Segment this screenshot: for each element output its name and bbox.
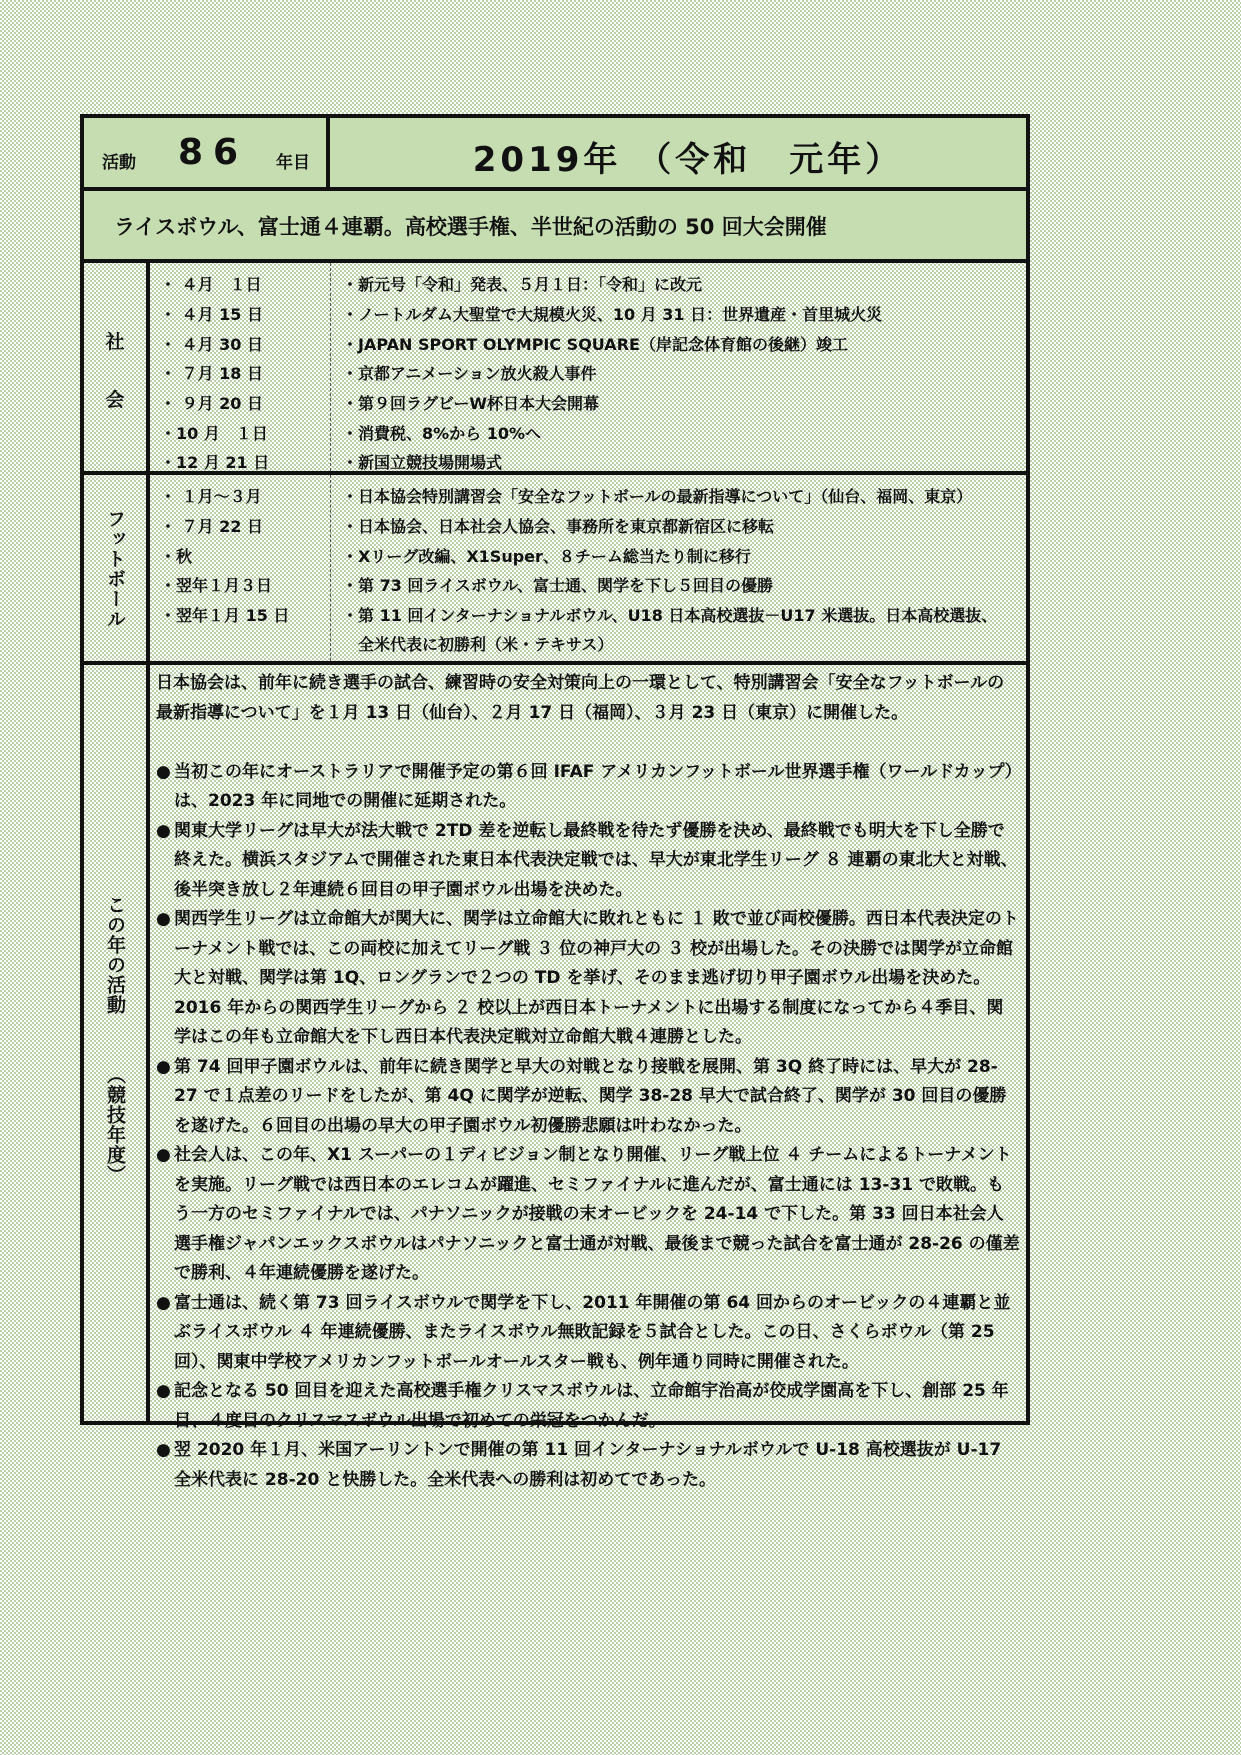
bullet-item	[156, 758, 1020, 817]
society-label-char: 会	[105, 389, 125, 411]
event-date: ・ ７月 22 日	[160, 517, 263, 536]
bullet-icon: ●	[156, 1292, 171, 1313]
bullet-item	[156, 905, 1020, 1053]
bullet-icon: ●	[156, 1056, 171, 1077]
bullet-text: 富士通は、続く第 73 回ライスボウルで関学を下し、2011 年開催の第 64 回からのオービックの４連覇と並ぶライスボウル ４ 年連続優勝、またライスボウル無敗記録を５試合とした。この日、さくらボウル（第 25 回）、関東中学校アメリカンフットボールオールスター戦も、例年通り同時に開催された。	[174, 1292, 1011, 1372]
bullet-item	[156, 1377, 1020, 1436]
event-text-continued: 全米代表に初勝利（米・テキサス）	[358, 635, 614, 654]
event-date: ・ ４月 １日	[160, 275, 262, 294]
activity-section	[84, 665, 1026, 1490]
activity-body	[156, 669, 1020, 1495]
year-title-cell	[330, 118, 1026, 187]
bullet-icon: ●	[156, 909, 171, 929]
event-date: ・ ７月 18 日	[160, 364, 263, 383]
football-section	[84, 475, 1026, 665]
subtitle-row	[84, 191, 1026, 263]
event-date: ・翌年１月 15 日	[160, 606, 290, 625]
bullet-text: 第 74 回甲子園ボウルは、前年に続き関学と早大の対戦となり接戦を展開、第 3Q 終了時には、早大が 28-27 で１点差のリードをしたが、第 4Q に関学が逆転、関学 38-28 早大で試合終了、関学が 30 回目の優勝を遂げた。６回目の出場の早大の甲子園ボウル初優勝悲願は叶わなかった。	[174, 1056, 1007, 1136]
event-date: ・ ９月 20 日	[160, 394, 263, 413]
event-text: ・Xリーグ改編、X1Super、８チーム総当たり制に移行	[342, 547, 751, 566]
years-suffix: 年目	[276, 153, 310, 173]
event-date: ・秋	[160, 547, 193, 566]
activity-years-number: 86	[178, 132, 249, 173]
event-date: ・ １月～３月	[160, 487, 262, 506]
event-text: ・第 11 回インターナショナルボウル、U18 日本高校選抜－U17 米選抜。日本高校選抜、	[342, 606, 998, 625]
spacer	[156, 728, 1020, 758]
activity-label: 活動	[102, 153, 136, 173]
event-date: ・10 月 １日	[160, 424, 268, 443]
bullet-icon: ●	[156, 761, 171, 782]
bullet-item	[156, 1141, 1020, 1289]
society-label-char: 社	[105, 331, 125, 353]
event-text: ・日本協会、日本社会人協会、事務所を東京都新宿区に移転	[342, 517, 775, 536]
bullet-item	[156, 1436, 1020, 1495]
bullet-item	[156, 817, 1020, 906]
event-date: ・ ４月 15 日	[160, 305, 263, 324]
activity-label-main: この年の活動	[104, 895, 126, 1015]
event-date: ・12 月 21 日	[160, 453, 270, 472]
event-text: ・第９回ラグビーW杯日本大会開幕	[342, 394, 600, 413]
bullet-icon: ●	[156, 1440, 171, 1460]
event-date: ・ ４月 30 日	[160, 335, 263, 354]
bullet-text: 記念となる 50 回目を迎えた高校選手権クリスマスボウルは、立命館宇治高が佼成学園高を下し、創部 25 年目、４度目のクリスマスボウル出場で初めての栄冠をつかんだ。	[174, 1381, 1009, 1431]
event-text: ・ノートルダム大聖堂で大規模火災、10 月 31 日：世界遺産・首里城火災	[342, 305, 883, 324]
event-text: ・日本協会特別講習会「安全なフットボールの最新指導について」（仙台、福岡、東京）	[342, 487, 973, 506]
bullet-icon: ●	[156, 820, 171, 841]
society-label-cell	[84, 263, 150, 471]
bullet-text: 当初この年にオーストラリアで開催予定の第６回 IFAF アメリカンフットボール世界選手権（ワールドカップ）は、2023 年に同地での開催に延期された。	[174, 761, 1014, 811]
event-text: ・消費税、8%から 10%へ	[342, 424, 542, 443]
football-label-cell	[84, 475, 150, 661]
event-text: ・JAPAN SPORT OLYMPIC SQUARE（岸記念体育館の後継）竣工	[342, 335, 848, 354]
bullet-text: 翌 2020 年１月、米国アーリントンで開催の第 11 回インターナショナルボウルで U-18 高校選抜が U-17 全米代表に 28-20 と快勝した。全米代表への勝利は初めてであった。	[174, 1440, 1002, 1490]
bullet-item	[156, 1289, 1020, 1378]
activity-label-cell	[84, 665, 150, 1421]
event-date: ・翌年１月３日	[160, 576, 273, 595]
society-section	[84, 263, 1026, 475]
bullet-text: 社会人は、この年、X1 スーパーの１ディビジョン制となり開催、リーグ戦上位 ４ チームによるトーナメントを実施。リーグ戦では西日本のエレコムが躍進、セミファイナルに進んだが、富士通には 13-31 で敗戦。もう一方のセミファイナルでは、パナソニックが接戦の末オービックを 24-14 で下した。第 33 回日本社会人選手権ジャパンエックスボウルはパナソニックと富士通が対戦、最後まで競った試合を富士通が 28-26 の僅差で勝利、４年連続優勝を遂げた。	[174, 1145, 1020, 1283]
event-text: ・第 73 回ライスボウル、富士通、関学を下し５回目の優勝	[342, 576, 774, 595]
year-title: 2019年 （令和 元年）	[472, 140, 904, 180]
event-text: ・新国立競技場開場式	[342, 453, 503, 472]
column-divider	[330, 263, 331, 471]
event-text: ・京都アニメーション放火殺人事件	[342, 364, 597, 383]
bullet-item	[156, 1053, 1020, 1142]
intro-paragraph: 日本協会は、前年に続き選手の試合、練習時の安全対策向上の一環として、特別講習会「安全なフットボールの最新指導について」を１月 13 日（仙台）、２月 17 日（福岡）、３月 23 日（東京）に開催した。	[156, 673, 1005, 723]
subtitle: ライスボウル、富士通４連覇。高校選手権、半世紀の活動の 50 回大会開催	[114, 215, 827, 239]
football-label: フットボール	[104, 509, 126, 629]
column-divider	[330, 475, 331, 661]
activity-label-sub: （競技年度）	[104, 1065, 126, 1185]
yearbook-table	[80, 114, 1030, 1490]
activity-years-cell	[84, 118, 330, 187]
bullet-icon: ●	[156, 1145, 171, 1165]
bullet-text: 関西学生リーグは立命館大が関大に、関学は立命館大に敗れともに １ 敗で並び両校優勝。西日本代表決定のトーナメント戦では、この両校に加えてリーグ戦 ３ 位の神戸大の ３ 校が出場した。その決勝では関学が立命館大と対戦、関学は第 1Q、ロングランで２つの TD を挙げ、そのまま逃げ切り甲子園ボウル出場を決めた。2016 年からの関西学生リーグから ２ 校以上が西日本トーナメントに出場する制度になってから４季目、関学はこの年も立命館大を下し西日本代表決定戦対立命館大戦４連勝とした。	[174, 909, 1019, 1047]
bullet-icon: ●	[156, 1381, 171, 1401]
header-row	[84, 118, 1026, 191]
bullet-text: 関東大学リーグは早大が法大戦で 2TD 差を逆転し最終戦を待たず優勝を決め、最終戦でも明大を下し全勝で終えた。横浜スタジアムで開催された東日本代表決定戦では、早大が東北学生リーグ ８ 連覇の東北大と対戦、後半突き放し２年連続６回目の甲子園ボウル出場を決めた。	[174, 820, 1018, 900]
event-text: ・新元号「令和」発表、５月１日：「令和」に改元	[342, 275, 703, 294]
